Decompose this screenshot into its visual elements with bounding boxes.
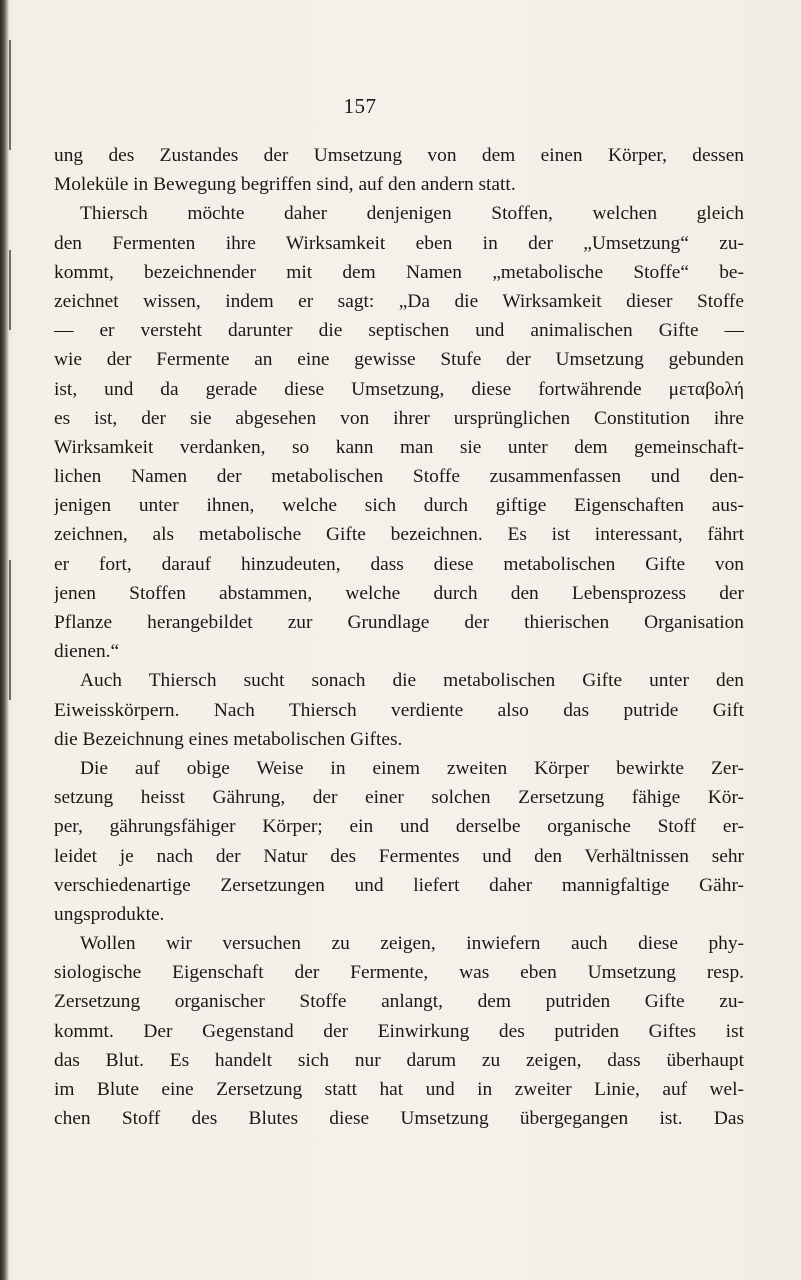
text-line: ung des Zustandes der Umsetzung von dem einen Körper, dessen xyxy=(54,145,744,166)
text-line: Pflanze herangebildet zur Grundlage der thierischen Organisation xyxy=(54,612,744,633)
text-line: Wirksamkeit verdanken, so kann man sie unter dem gemeinschaft- xyxy=(54,436,744,458)
page-number: 157 xyxy=(343,94,377,118)
text-line: kommt, bezeichnender mit dem Namen „metabolische Stoffe“ be- xyxy=(54,261,744,283)
text-line: setzung heisst Gährung, der einer solchen Zersetzung fähige Kör- xyxy=(54,787,744,809)
text-line: kommt. Der Gegenstand der Einwirkung des putriden Giftes ist xyxy=(54,1020,744,1042)
text-line: siologische Eigenschaft der Fermente, was eben Umsetzung resp. xyxy=(54,962,744,984)
text-line: Wollen wir versuchen zu zeigen, inwiefern auch diese phy- xyxy=(80,933,744,955)
text-line: jenigen unter ihnen, welche sich durch giftige Eigenschaften aus- xyxy=(54,495,744,517)
text-line: zeichnen, als metabolische Gifte bezeichnen. Es ist interessant, fährt xyxy=(54,524,744,546)
text-line: Zersetzung organischer Stoffe anlangt, dem putriden Gifte zu- xyxy=(54,991,744,1013)
text-line: die Bezeichnung eines metabolischen Giftes. xyxy=(54,728,403,750)
text-line: Moleküle in Bewegung begriffen sind, auf den andern statt. xyxy=(54,174,516,196)
text-line: Eiweisskörpern. Nach Thiersch verdiente also das putride Gift xyxy=(54,699,744,721)
text-line: verschiedenartige Zersetzungen und liefert daher mannigfaltige Gähr- xyxy=(54,874,744,896)
text-line: zeichnet wissen, indem er sagt: „Da die Wirksamkeit dieser Stoffe xyxy=(54,290,744,312)
binding-shadow-mark xyxy=(9,560,11,700)
text-line: dienen.“ xyxy=(54,641,120,663)
binding-shadow-mark xyxy=(9,40,11,150)
binding-edge xyxy=(0,0,9,1280)
text-line: lichen Namen der metabolischen Stoffe zusammenfassen und den- xyxy=(54,466,744,488)
text-line: leidet je nach der Natur des Fermentes und den Verhältnissen sehr xyxy=(54,845,744,867)
text-line: es ist, der sie abgesehen von ihrer ursprünglichen Constitution ihre xyxy=(54,407,744,429)
text-line: ist, und da gerade diese Umsetzung, diese fortwährende μεταβολή xyxy=(54,378,744,400)
text-line: — er versteht darunter die septischen und animalischen Gifte — xyxy=(54,320,744,342)
binding-shadow-mark xyxy=(9,250,11,330)
text-line: das Blut. Es handelt sich nur darum zu zeigen, dass überhaupt xyxy=(54,1049,744,1071)
text-line: Auch Thiersch sucht sonach die metabolischen Gifte unter den xyxy=(80,670,744,692)
text-line: er fort, darauf hinzudeuten, dass diese metabolischen Gifte von xyxy=(54,553,744,575)
text-line: den Fermenten ihre Wirksamkeit eben in der „Umsetzung“ zu- xyxy=(54,232,744,254)
text-line: chen Stoff des Blutes diese Umsetzung übergegangen ist. Das xyxy=(54,1108,744,1130)
text-line: im Blute eine Zersetzung statt hat und in zweiter Linie, auf wel- xyxy=(54,1079,744,1100)
body-text xyxy=(54,141,744,1133)
text-line: per, gährungsfähiger Körper; ein und derselbe organische Stoff er- xyxy=(54,816,744,838)
text-line: wie der Fermente an eine gewisse Stufe der Umsetzung gebunden xyxy=(54,349,744,371)
text-line: ungsprodukte. xyxy=(54,903,165,925)
text-line: Die auf obige Weise in einem zweiten Körper bewirkte Zer- xyxy=(80,757,744,779)
text-line: jenen Stoffen abstammen, welche durch den Lebensprozess der xyxy=(54,582,744,604)
text-line: Thiersch möchte daher denjenigen Stoffen, welchen gleich xyxy=(80,203,744,225)
